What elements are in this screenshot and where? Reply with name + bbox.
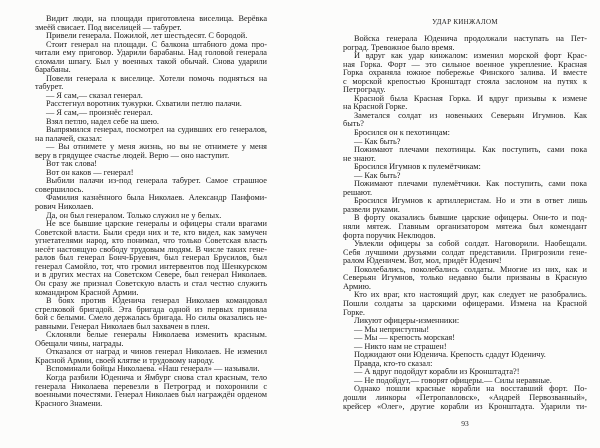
paragraph xyxy=(35,365,267,374)
text-line: Советской власти. Были среди них и те, кто видел, как замучен xyxy=(35,228,267,237)
text-line: Бросился Игумнов к пулемётчикам: xyxy=(354,163,481,172)
text-line: В боях против Юденича генерал Николаев командовал xyxy=(46,297,267,306)
paragraph xyxy=(343,214,587,240)
paragraph xyxy=(343,138,587,147)
text-line: бой с белыми. Смело держалась бригада. Но силы оказались не- xyxy=(35,314,267,323)
paragraph xyxy=(343,351,587,360)
paragraph xyxy=(35,297,267,331)
text-line: Выбили палачи из-под генерала табурет. Самое страшное xyxy=(46,177,267,186)
paragraph xyxy=(35,374,267,408)
text-line: Красной Армии, своей клятве и трудовому народу. xyxy=(35,356,215,365)
paragraph xyxy=(343,112,587,129)
text-line: Взял петлю, надел себе на шею. xyxy=(46,117,159,126)
paragraph xyxy=(343,334,587,343)
paragraph xyxy=(35,100,267,109)
text-line: решают. xyxy=(343,188,373,197)
text-line: генерал Самойло, тот, что громил интервентов под Шенкурском xyxy=(35,262,267,271)
text-line: Пошли солдаты за царскими офицерами. Измена на Красной xyxy=(343,299,587,308)
text-line: стрелковой бригадой. Эта бригада одной из первых приняла xyxy=(35,305,267,314)
text-line: Расстегнул воротник тужурки. Схватили петлю палачи. xyxy=(46,100,242,109)
paragraph xyxy=(343,368,587,377)
text-line: Увлекли офицеры за собой солдат. Наговорили. Наобещали. xyxy=(354,240,587,249)
text-line: Пожимают плечами пулемётчики. Как поступить, сами пока xyxy=(354,180,587,189)
paragraph xyxy=(343,52,587,95)
paragraph xyxy=(343,377,587,386)
paragraph xyxy=(35,331,267,348)
text-line: Повели генерала к виселице. Хотели помочь подняться на xyxy=(46,74,267,83)
paragraph xyxy=(343,360,587,369)
paragraph xyxy=(35,194,267,211)
paragraph xyxy=(343,197,587,214)
text-line: Себя лучшими друзьями солдат представили. Пригрозили гене- xyxy=(343,248,587,257)
text-line: Заметался солдат из новеньких Северьян Игумнов. Как xyxy=(354,111,587,120)
text-line: на Красной Горке. xyxy=(343,103,408,112)
paragraph xyxy=(343,163,587,172)
running-head: УДАР КИНЖАЛОМ xyxy=(432,18,498,26)
paragraph xyxy=(343,385,587,411)
text-line: — Никто нам не страшен! xyxy=(354,342,447,351)
text-line: читали ему приговор. Ударили барабаны. Над головой генерала xyxy=(35,49,267,58)
text-line: Вспоминали бойцы Николаева. «Наш генерал» — называли. xyxy=(46,365,260,374)
text-line: — Не подойдут,— говорят офицеры.— Силы неравные. xyxy=(354,376,552,385)
text-line: Бросился Игумнов к артиллеристам. Но и эти в ответ лишь xyxy=(354,197,587,206)
text-line: Войска генерала Юденича продолжали наступать на Пет- xyxy=(354,35,587,43)
paragraph xyxy=(35,109,267,118)
text-line: сломали шпагу. Был у военных такой обычай. Снова ударили xyxy=(35,57,267,66)
paragraph xyxy=(343,266,587,292)
paragraph xyxy=(35,212,267,221)
text-line: Однако пошли красные корабли на восставший форт. По- xyxy=(354,385,587,394)
text-line: дошли линкоры «Петропавловск», «Андрей Первозванный», xyxy=(343,393,587,402)
paragraph xyxy=(343,317,587,326)
text-line: Стоит генерал на площади. С балкона штабного дома про- xyxy=(46,40,267,49)
text-line: Фамилия казнённого была Николаев. Александр Панфоми- xyxy=(46,194,267,203)
text-line: Он сразу же признал Советскую власть и стал честно служить xyxy=(35,279,267,288)
paragraph xyxy=(35,169,267,178)
paragraph xyxy=(35,118,267,127)
text-line: — Вы отнимете у меня жизнь, но вы не отнимете у меня xyxy=(46,143,267,152)
paragraph xyxy=(343,291,587,317)
page-number: 93 xyxy=(461,419,469,428)
text-line: — Я сам,— произнёс генерал. xyxy=(46,109,153,118)
text-line: совершилось. xyxy=(35,185,84,194)
left-text-column xyxy=(35,15,267,408)
text-line: Обещали чины, награды. xyxy=(35,339,124,348)
text-line: табурет. xyxy=(35,83,64,92)
text-line: Красной была Красная Горка. И вдруг призывы к измене xyxy=(354,94,587,103)
text-line: И вдруг как удар кинжалом: изменил морской форт Крас- xyxy=(354,52,587,61)
text-line: Да, он был генералом. Только служил не у белых. xyxy=(46,211,222,220)
text-line: Петрограду. xyxy=(343,86,386,95)
paragraph xyxy=(35,32,267,41)
text-line: — Мы — крепость морская! xyxy=(354,334,455,343)
text-line: командиром Красной Армии. xyxy=(35,288,139,297)
text-line: быть? xyxy=(343,120,364,129)
paragraph xyxy=(35,348,267,365)
paragraph xyxy=(343,172,587,181)
text-line: ралов был генерал Бонч-Бруевич, был генерал Брусилов, был xyxy=(35,254,267,263)
paragraph xyxy=(343,146,587,163)
text-line: рович Николаев. xyxy=(35,203,94,212)
paragraph xyxy=(35,41,267,75)
paragraph xyxy=(35,92,267,101)
text-line: Красного Знамени. xyxy=(35,399,103,408)
text-line: — Мы неприступны! xyxy=(354,325,430,334)
text-line: барабаны. xyxy=(35,66,71,75)
text-line: Армию. xyxy=(343,282,371,291)
paragraph xyxy=(35,177,267,194)
paragraph xyxy=(35,160,267,169)
text-line: Бросился он к пехотинцам: xyxy=(354,129,450,138)
paragraph xyxy=(343,343,587,352)
text-line: Склоняли белые генералы Николаева изменить красным. xyxy=(46,331,267,340)
paragraph xyxy=(35,75,267,92)
paragraph xyxy=(35,126,267,143)
paragraph xyxy=(35,15,267,32)
text-line: веру в грядущее счастье людей. Верю — оно наступит. xyxy=(35,151,230,160)
text-line: Правда, кто-то сказал: xyxy=(354,359,433,368)
text-line: Горке. xyxy=(343,308,365,317)
text-line: Привели генерала. Пожилой, лет шестьдесят. С бородой. xyxy=(46,32,248,41)
text-line: — А вдруг подойдут корабли из Кронштадта?! xyxy=(354,368,520,377)
paragraph xyxy=(343,129,587,138)
text-line: ная Горка. Форт — это сильное военное укрепление. Красная xyxy=(343,60,587,69)
text-line: не знают. xyxy=(343,154,376,163)
text-line: В форту оказались бывшие царские офицеры. Они-то и под- xyxy=(354,214,587,223)
text-line: Видит люди, на площади приготовлена виселица. Верёвка xyxy=(46,15,267,23)
text-line: — Как быть? xyxy=(354,171,401,180)
text-line: крейсер «Олег», другие корабли из Кронштадта. Ударили ти- xyxy=(343,402,587,411)
text-line: Когда разбили Юденича и Ямбург снова стал красным, тело xyxy=(46,373,267,382)
paragraph xyxy=(343,35,587,52)
text-line: Поколебались, поколебались солдаты. Многие из них, как и xyxy=(354,265,587,274)
paragraph xyxy=(35,143,267,160)
text-line: равными. Генерал Николаев был захвачен в плен. xyxy=(35,322,210,331)
text-line: Ликуют офицеры-изменники: xyxy=(354,317,460,326)
text-line: Поджидают они Юденича. Крепость сдадут Юденичу. xyxy=(354,351,546,360)
text-line: ралом Юденичем. Вот, мол, придёт Юденич! xyxy=(343,257,502,266)
text-line: несёт настоящую свободу трудовым людям. В числе таких гене- xyxy=(35,245,267,254)
text-line: Выпрямился генерал, посмотрел на судивших его генералов, xyxy=(46,126,267,135)
text-line: и в других местах на Советском Севере, был генерал Николаев. xyxy=(35,271,267,280)
paragraph xyxy=(343,240,587,266)
text-line: генерала Николаева перевезли в Петроград и похоронили с xyxy=(35,382,267,391)
text-line: змеёй свисает. Под виселицей — табурет. xyxy=(35,23,182,32)
paragraph xyxy=(35,220,267,297)
text-line: Пожимают плечами пехотинцы. Как поступить, сами пока xyxy=(354,146,587,155)
text-line: военными почестями. Генерал Николаев был награждён орденом xyxy=(35,391,267,400)
right-text-column xyxy=(343,35,587,411)
text-line: развели руками. xyxy=(343,205,400,214)
text-line: Вот так слова! xyxy=(46,160,98,169)
text-line: с морской крепостью Кронштадт стояла заслоном на путях к xyxy=(343,77,587,86)
text-line: форта поручик Неклюдов. xyxy=(343,231,436,240)
text-line: роград. Тревожное было время. xyxy=(343,43,455,52)
text-line: Кто их враг, кто настоящий друг, как следует не разобрались. xyxy=(354,291,587,300)
text-line: Отказался от наград и чинов генерал Николаев. Не изменил xyxy=(46,348,267,357)
text-line: — Я сам,— сказал генерал. xyxy=(46,91,143,100)
text-line: Северьян Игумнов, только недавно были призваны в Красную xyxy=(343,274,587,283)
paragraph xyxy=(343,180,587,197)
text-line: Вот он каков — генерал! xyxy=(46,168,134,177)
paragraph xyxy=(343,95,587,112)
text-line: угнетателями народ, кто понимал, что только Советская власть xyxy=(35,237,267,246)
text-line: на палачей, сказал: xyxy=(35,134,103,143)
text-line: — Как быть? xyxy=(354,137,401,146)
paragraph xyxy=(343,326,587,335)
text-line: Не все бывшие царские генералы и офицеры стали врагами xyxy=(46,220,267,229)
text-line: няли мятеж. Главным организатором мятежа был комендант xyxy=(343,223,587,232)
text-line: Горка охраняла южное побережье Финского залива. И вместе xyxy=(343,69,587,78)
